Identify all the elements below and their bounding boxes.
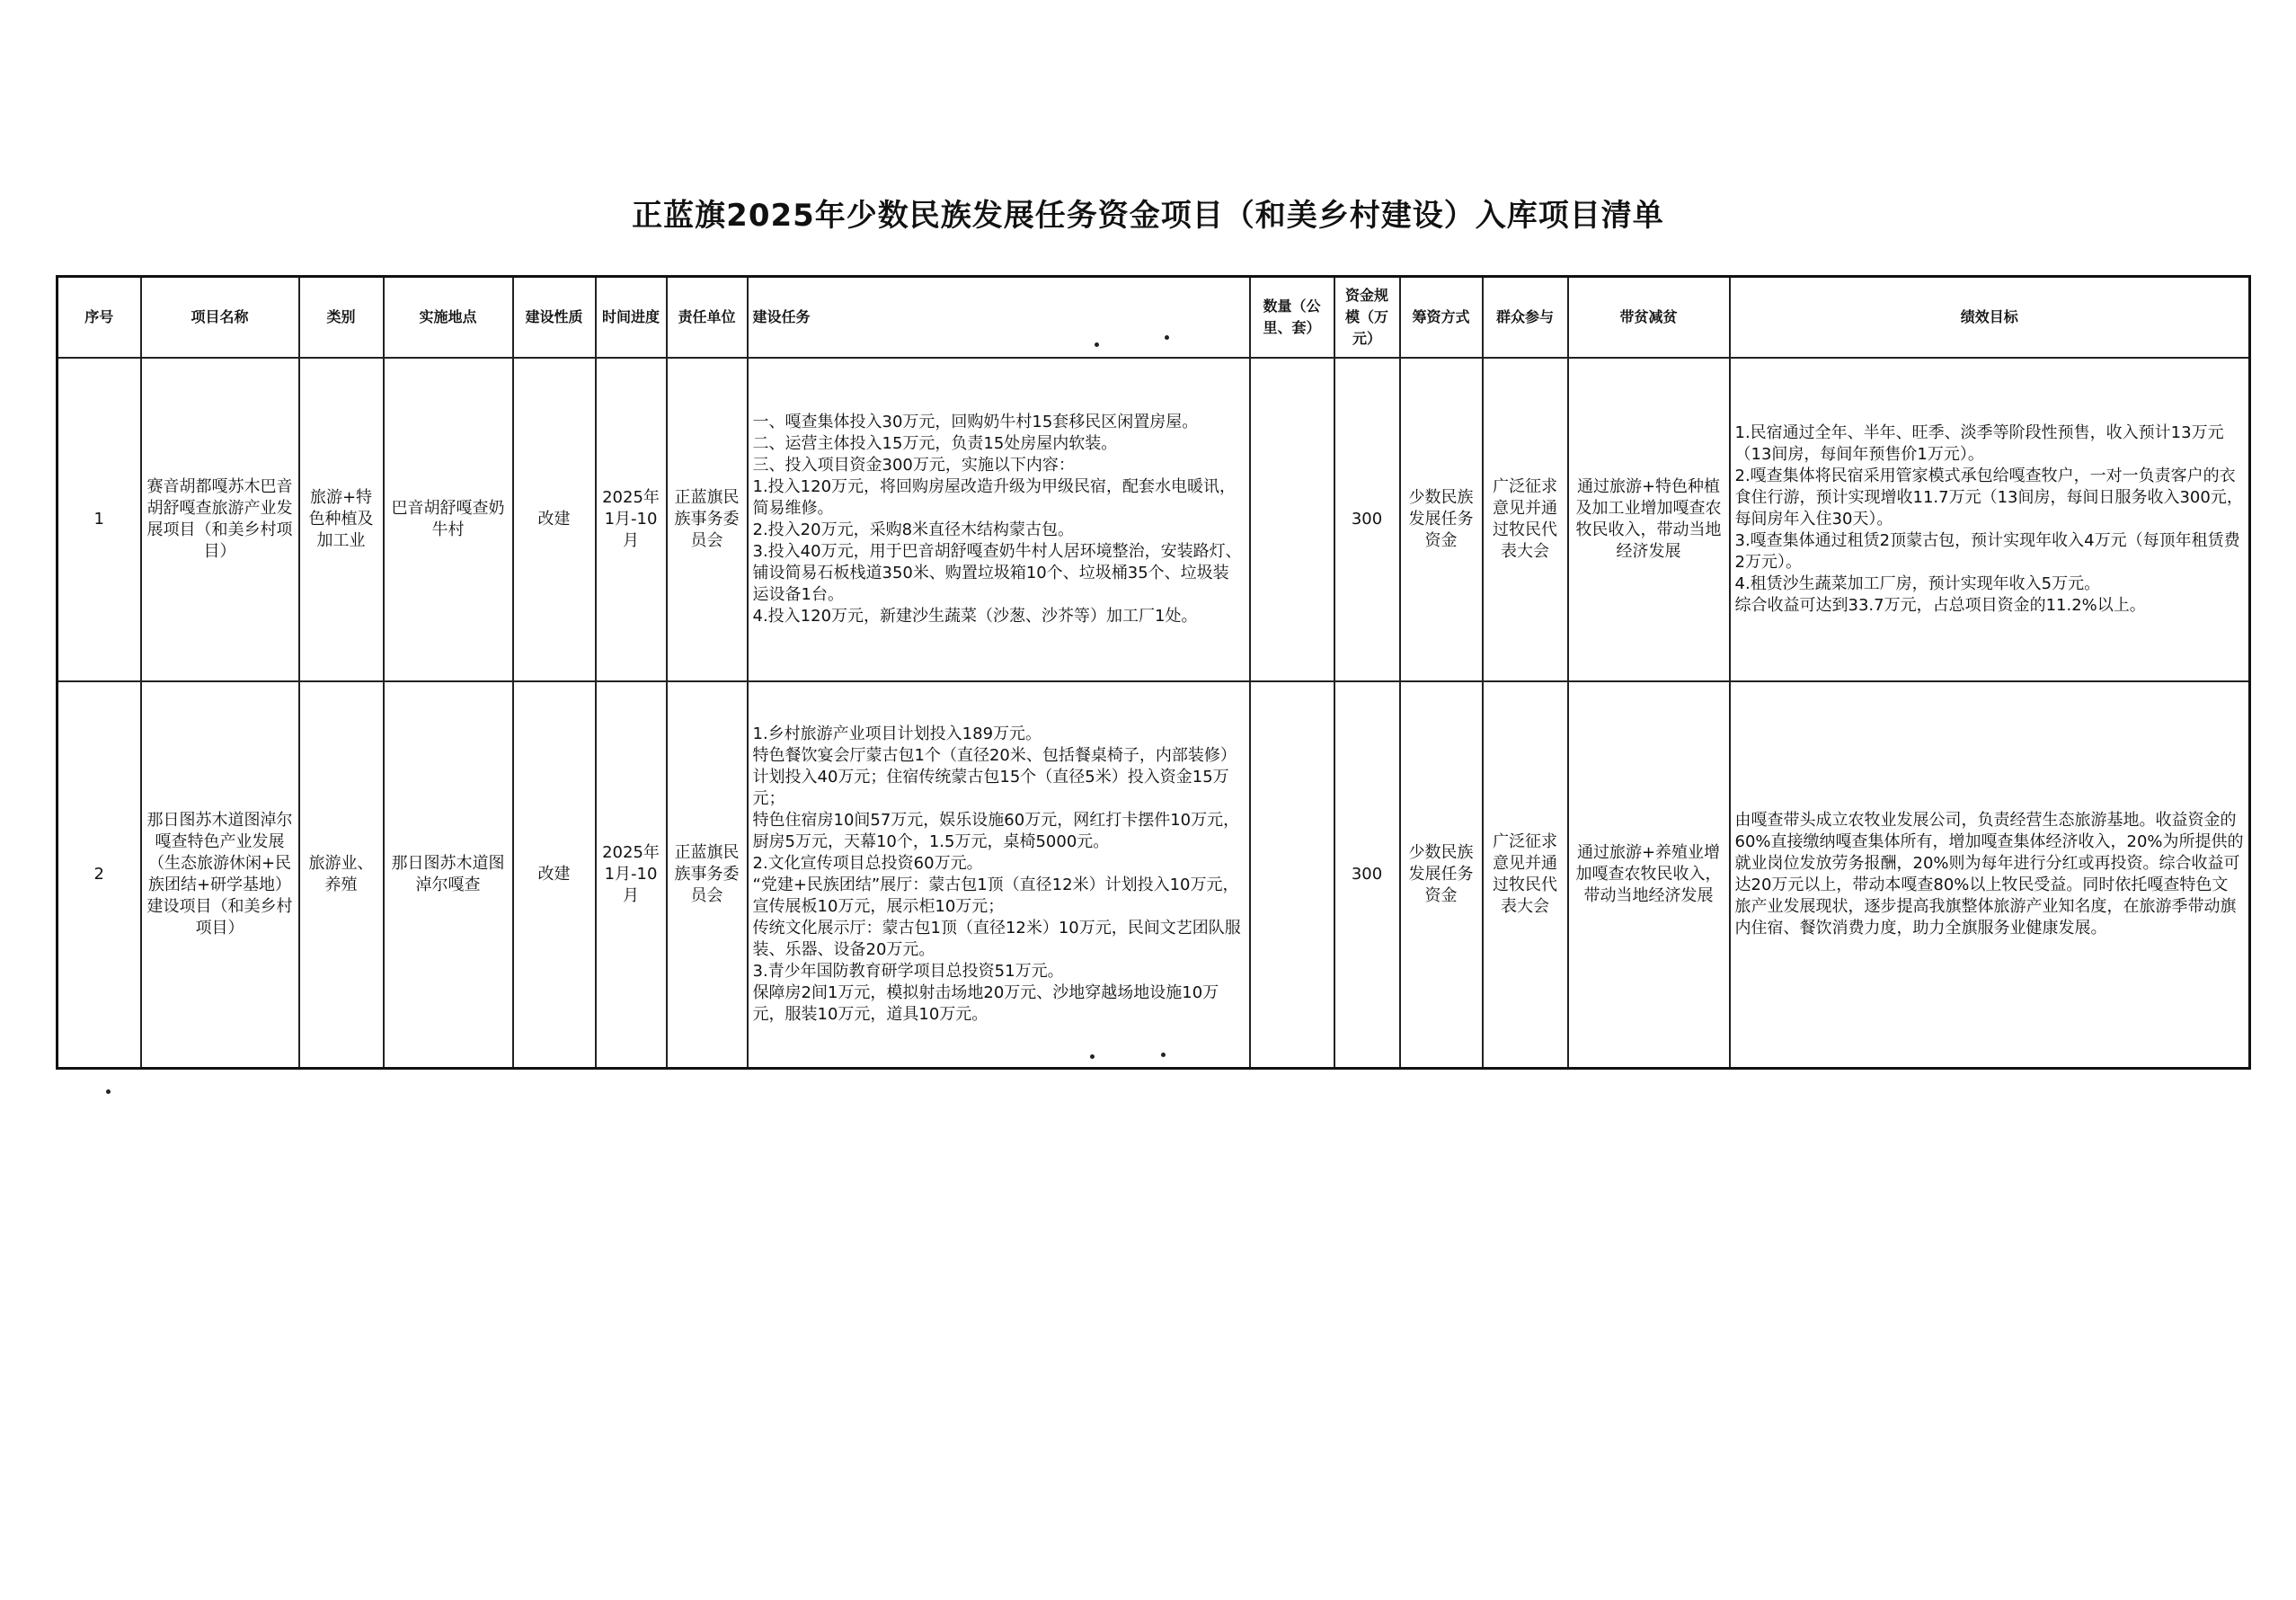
header-scale: 资金规模（万元） xyxy=(1334,277,1400,359)
header-participation: 群众参与 xyxy=(1483,277,1568,359)
task-line: “党建+民族团结”展厅：蒙古包1顶（直径12米）计划投入10万元，宣传展板10万元，展示柜10万元； xyxy=(752,876,1239,916)
header-funding: 筹资方式 xyxy=(1400,277,1483,359)
cell-scale: 300 xyxy=(1334,358,1400,681)
cell-funding: 少数民族发展任务资金 xyxy=(1400,681,1483,1069)
cell-location: 巴音胡舒嘎查奶牛村 xyxy=(384,358,513,681)
cell-participation: 广泛征求意见并通过牧民代表大会 xyxy=(1483,681,1568,1069)
page-title: 正蓝旗2025年少数民族发展任务资金项目（和美乡村建设）入库项目清单 xyxy=(632,198,1664,234)
task-line: 特色住宿房10间57万元，娱乐设施60万元，网红打卡摆件10万元，厨房5万元，天幕10个，1.5万元，桌椅5000元。 xyxy=(752,811,1240,851)
cell-quantity xyxy=(1250,358,1334,681)
header-schedule: 时间进度 xyxy=(596,277,667,359)
goal-line: 1.民宿通过全年、半年、旺季、淡季等阶段性预售，收入预计13万元（13间房，每间年预售价1万元）。 xyxy=(1734,423,2224,464)
cell-schedule: 2025年1月-10月 xyxy=(596,681,667,1069)
cell-goals xyxy=(1730,358,2250,681)
task-line: 2.投入20万元，采购8米直径木结构蒙古包。 xyxy=(752,520,1075,539)
goal-line: 综合收益可达到33.7万元，占总项目资金的11.2%以上。 xyxy=(1734,596,2146,615)
scan-speck xyxy=(1165,335,1169,340)
cell-nature: 改建 xyxy=(513,358,596,681)
task-line: 保障房2间1万元，模拟射击场地20万元、沙地穿越场地设施10万元，服装10万元，道具10万元。 xyxy=(752,983,1219,1024)
cell-unit: 正蓝旗民族事务委员会 xyxy=(667,681,748,1069)
task-line: 4.投入120万元，新建沙生蔬菜（沙葱、沙芥等）加工厂1处。 xyxy=(752,607,1198,626)
scan-speck xyxy=(1090,1054,1095,1059)
cell-participation: 广泛征求意见并通过牧民代表大会 xyxy=(1483,358,1568,681)
cell-scale: 300 xyxy=(1334,681,1400,1069)
task-line: 特色餐饮宴会厅蒙古包1个（直径20米、包括餐桌椅子，内部装修）计划投入40万元；住宿传统蒙古包15个（直径5米）投入资金15万元； xyxy=(752,746,1237,808)
task-line: 二、运营主体投入15万元，负责15处房屋内软装。 xyxy=(752,434,1118,453)
cell-goals xyxy=(1730,681,2250,1069)
cell-name: 那日图苏木道图淖尔嘎查特色产业发展（生态旅游休闲+民族团结+研学基地）建设项目（和美乡村项目） xyxy=(141,681,299,1069)
cell-poverty: 通过旅游+特色种植及加工业增加嘎查农牧民收入，带动当地经济发展 xyxy=(1568,358,1730,681)
task-line: 传统文化展示厅：蒙古包1顶（直径12米）10万元，民间文艺团队服装、乐器、设备20万元。 xyxy=(752,919,1241,959)
goal-line: 由嘎查带头成立农牧业发展公司，负责经营生态旅游基地。收益资金的60%直接缴纳嘎查集体所有，增加嘎查集体经济收入，20%为所提供的就业岗位发放劳务报酬，20%则为每年进行分红或再投资。综合收益可达20万元以上，带动本嘎查80%以上牧民受益。同时依托嘎查特色文旅产业发展现状，逐步提高我旗整体旅游产业知名度，在旅游季带动旗内住宿、餐饮消费力度，助力全旗服务业健康发展。 xyxy=(1734,811,2244,938)
cell-schedule: 2025年1月-10月 xyxy=(596,358,667,681)
scan-speck xyxy=(1095,342,1099,347)
goal-line: 2.嘎查集体将民宿采用管家模式承包给嘎查牧户，一对一负责客户的衣食住行游，预计实现增收11.7万元（13间房，每间日服务收入300元，每间房年入住30天）。 xyxy=(1734,467,2243,529)
task-line: 1.乡村旅游产业项目计划投入189万元。 xyxy=(752,724,1042,743)
table-row xyxy=(58,681,2250,1069)
task-line: 3.投入40万元，用于巴音胡舒嘎查奶牛村人居环境整治，安装路灯、铺设简易石板栈道350米、购置垃圾箱10个、垃圾桶35个、垃圾装运设备1台。 xyxy=(752,542,1242,604)
header-nature: 建设性质 xyxy=(513,277,596,359)
header-seq: 序号 xyxy=(58,277,141,359)
cell-quantity xyxy=(1250,681,1334,1069)
task-line: 1.投入120万元，将回购房屋改造升级为甲级民宿，配套水电暖讯，简易维修。 xyxy=(752,477,1237,518)
header-unit: 责任单位 xyxy=(667,277,748,359)
cell-unit: 正蓝旗民族事务委员会 xyxy=(667,358,748,681)
header-row xyxy=(58,277,2250,359)
scan-speck xyxy=(1161,1053,1166,1057)
cell-name: 赛音胡都嘎苏木巴音胡舒嘎查旅游产业发展项目（和美乡村项目） xyxy=(141,358,299,681)
header-name: 项目名称 xyxy=(141,277,299,359)
header-poverty: 带贫减贫 xyxy=(1568,277,1730,359)
header-location: 实施地点 xyxy=(384,277,513,359)
cell-tasks xyxy=(748,681,1250,1069)
cell-seq: 2 xyxy=(58,681,141,1069)
cell-poverty: 通过旅游+养殖业增加嘎查农牧民收入，带动当地经济发展 xyxy=(1568,681,1730,1069)
project-list-table xyxy=(56,275,2251,1070)
scan-speck xyxy=(106,1089,111,1094)
table-row xyxy=(58,358,2250,681)
cell-category: 旅游+特色种植及加工业 xyxy=(299,358,384,681)
task-line: 2.文化宣传项目总投资60万元。 xyxy=(752,854,983,873)
header-goals: 绩效目标 xyxy=(1730,277,2250,359)
cell-category: 旅游业、养殖 xyxy=(299,681,384,1069)
cell-funding: 少数民族发展任务资金 xyxy=(1400,358,1483,681)
goal-line: 4.租赁沙生蔬菜加工厂房，预计实现年收入5万元。 xyxy=(1734,574,2101,593)
task-line: 一、嘎查集体投入30万元，回购奶牛村15套移民区闲置房屋。 xyxy=(752,413,1199,431)
header-quantity: 数量（公里、套） xyxy=(1250,277,1334,359)
task-line: 三、投入项目资金300万元，实施以下内容： xyxy=(752,456,1075,475)
cell-seq: 1 xyxy=(58,358,141,681)
cell-tasks xyxy=(748,358,1250,681)
cell-nature: 改建 xyxy=(513,681,596,1069)
cell-location: 那日图苏木道图淖尔嘎查 xyxy=(384,681,513,1069)
task-line: 3.青少年国防教育研学项目总投资51万元。 xyxy=(752,962,1064,981)
goal-line: 3.嘎查集体通过租赁2顶蒙古包，预计实现年收入4万元（每顶年租赁费2万元）。 xyxy=(1734,531,2240,572)
header-tasks: 建设任务 xyxy=(748,277,1250,359)
header-category: 类别 xyxy=(299,277,384,359)
